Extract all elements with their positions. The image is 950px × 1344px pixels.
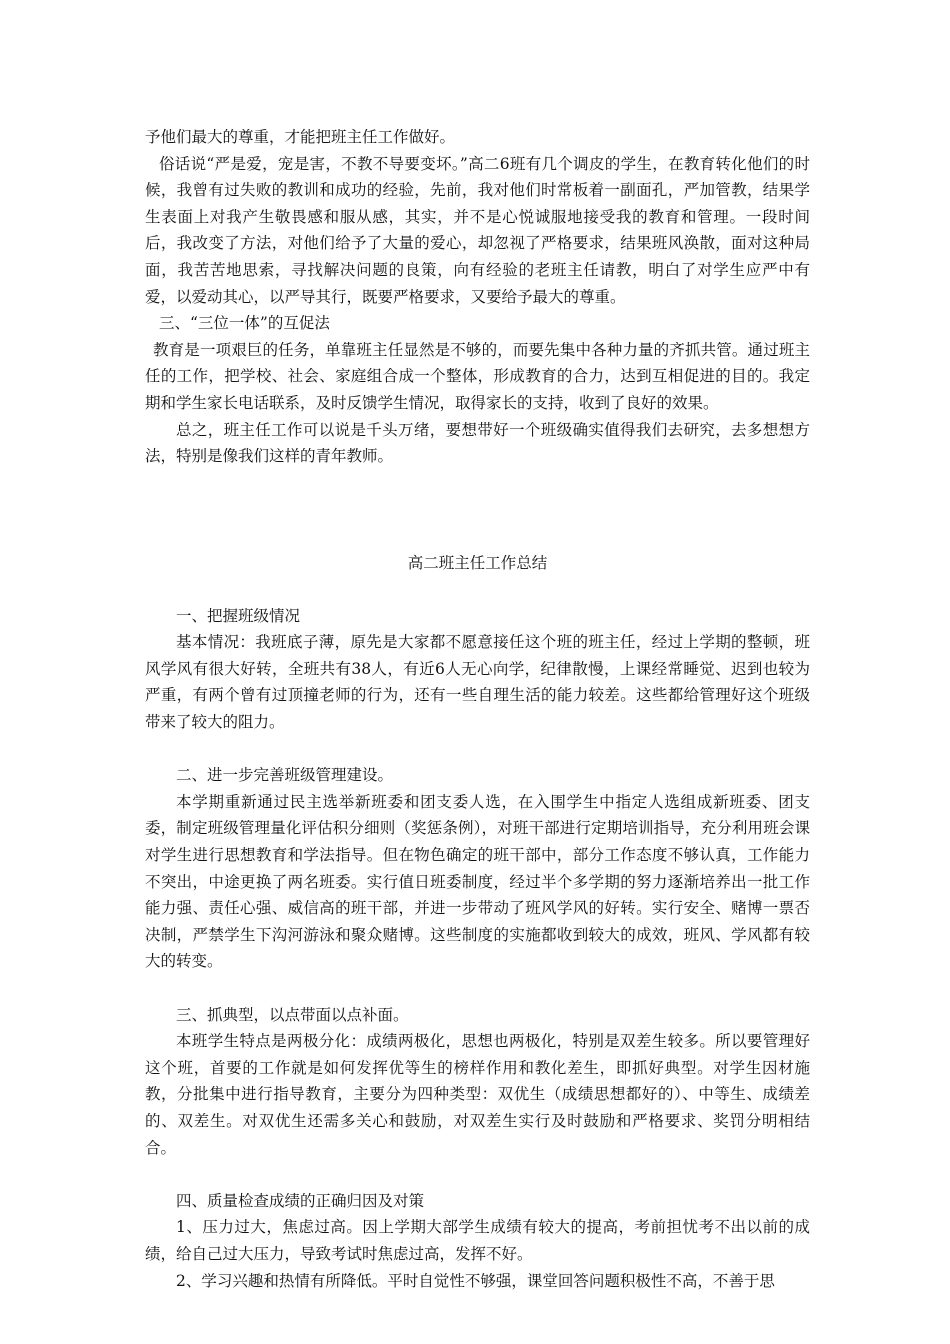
paragraph-conclusion: 总之，班主任工作可以说是千头万绪，要想带好一个班级确实值得我们去研究，去多想想方法，特别是像我们这样的青年教师。 (145, 420, 810, 466)
section-body-1: 基本情况：我班底子薄，原先是大家都不愿意接任这个班的班主任，经过上学期的整顿，班风学风有很大好转，全班共有38人，有近6人无心向学，纪律散慢，上课经常睡觉、迟到也较为严重，有两个曾有过顶撞老师的行为，还有一些自理生活的能力较差。这些都给管理好这个班级带来了较大的阻力。 (145, 633, 810, 732)
paragraph-trinity: 教育是一项艰巨的任务，单靠班主任显然是不够的，而要先集中各种力量的齐抓共管。通过班主任的工作，把学校、社会、家庭组合成一个整体，形成教育的合力，达到互相促进的目的。我定期和学生家长电话联系，及时反馈学生情况，取得家长的支持，收到了良好的效果。 (145, 340, 810, 412)
spacer (145, 496, 810, 523)
section-heading-4: 四、质量检查成绩的正确归因及对策 (176, 1191, 425, 1210)
section-heading-2: 二、进一步完善班级管理建设。 (176, 766, 394, 785)
paragraph-strict-love: 俗话说“严是爱，宠是害，不教不导要变坏。”高二6班有几个调皮的学生，在教育转化他们的时候，我曾有过失败的教训和成功的经验，先前，我对他们时常板着一副面孔，严加管教，结果学生表面上对我产生敬畏感和服从感，其实，并不是心悦诚服地接受我的教育和管理。一段时间后，我改变了方法，对他们给予了大量的爱心，却忽视了严格要求，结果班风涣散，面对这种局面，我苦苦地思索，寻找解决问题的良策，向有经验的老班主任请教，明白了对学生应严中有爱，以爱动其心，以严导其行，既要严格要求，又要给予最大的尊重。 (145, 154, 810, 306)
section-heading-3: 三、抓典型，以点带面以点补面。 (176, 1005, 409, 1024)
section-item-1: 1、压力过大，焦虑过高。因上学期大部学生成绩有较大的提高，考前担忧考不出以前的成绩，给自己过大压力，导致考试时焦虑过高，发挥不好。 (145, 1218, 810, 1263)
section-heading-1: 一、把握班级情况 (176, 606, 301, 625)
spacer (145, 523, 810, 550)
section-body-2: 本学期重新通过民主选举新班委和团支委人选，在入围学生中指定人选组成新班委、团支委，制定班级管理量化评估积分细则（奖惩条例），对班干部进行定期培训指导，充分利用班会课对学生进行思想教育和学法指导。但在物色确定的班干部中，部分工作态度不够认真，工作能力不突出，中途更换了两名班委。实行值日班委制度，经过半个多学期的努力逐渐培养出一批工作能力强、责任心强、威信高的班干部，并进一步带动了班风学风的好转。实行安全、赌博一票否决制，严禁学生下沟河游泳和聚众赌博。这些制度的实施都收到较大的成效，班风、学风都有较大的转变。 (145, 792, 810, 971)
spacer (145, 576, 810, 603)
document-title: 高二班主任工作总结 (407, 553, 548, 572)
spacer (145, 1161, 810, 1188)
document-page (145, 124, 810, 1294)
section-item-2: 2、学习兴趣和热情有所降低。平时自觉性不够强，课堂回答问题积极性不高，不善于思 (176, 1271, 775, 1290)
paragraph-closing-sentence: 予他们最大的尊重，才能把班主任工作做好。 (145, 128, 456, 146)
section-body-3: 本班学生特点是两极分化：成绩两极化，思想也两极化，特别是双差生较多。所以要管理好这个班，首要的工作就是如何发挥优等生的榜样作用和教化差生，即抓好典型。对学生因材施教，分批集中进行指导教育，主要分为四种类型：双优生（成绩思想都好的）、中等生、成绩差的、双差生。对双优生还需多关心和鼓励，对双差生实行及时鼓励和严格要求、奖罚分明相结合。 (145, 1032, 810, 1157)
spacer (145, 975, 810, 1002)
section-heading-trinity: 三、“三位一体”的互促法 (159, 314, 330, 333)
spacer (145, 736, 810, 763)
spacer (145, 470, 810, 497)
